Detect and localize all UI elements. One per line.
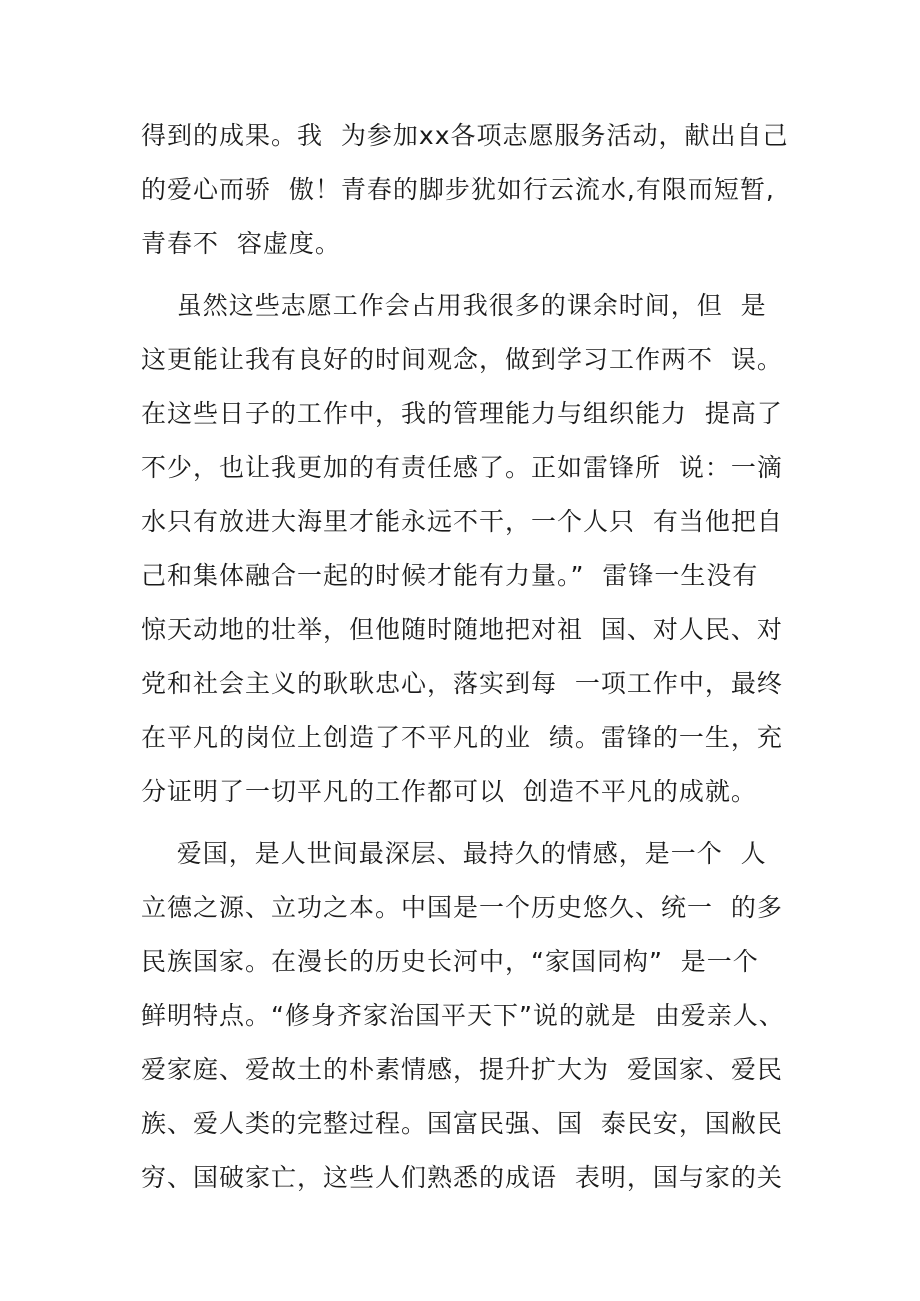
- text-line: 爱家庭、爱故土的朴素情感，提升扩大为 爱国家、爱民: [141, 1055, 783, 1084]
- text-line: 在这些日子的工作中，我的管理能力与组织能力 提高了: [141, 399, 783, 428]
- text-line: 己和集体融合一起的时候才能有力量。” 雷锋一生没有: [141, 561, 759, 590]
- paragraph-spacer: [141, 271, 791, 279]
- text-line: 鲜明特点。“修身齐家治国平天下”说的就是 由爱亲人、: [141, 1001, 785, 1030]
- text-line: 的爱心而骄 傲！青春的脚步犹如行云流水,有限而短暂,: [141, 175, 775, 204]
- text-line: 党和社会主义的耿耿忠心，落实到每 一项工作中，最终: [141, 669, 783, 698]
- text-line: 得到的成果。我 为参加xx各项志愿服务活动，献出自己: [141, 121, 789, 150]
- paragraph-spacer: [141, 819, 791, 827]
- text-line: 分证明了一切平凡的工作都可以 创造不平凡的成就。: [141, 777, 757, 806]
- paragraph-3: [141, 827, 791, 1205]
- document-body: [141, 109, 791, 1205]
- paragraph-1: [141, 109, 791, 271]
- text-line: 爱国，是人世间最深层、最持久的情感，是一个 人: [141, 839, 767, 868]
- text-line: 这更能让我有良好的时间观念，做到学习工作两不 误。: [141, 345, 783, 374]
- text-line: 在平凡的岗位上创造了不平凡的业 绩。雷锋的一生，充: [141, 723, 783, 752]
- text-line: 虽然这些志愿工作会占用我很多的课余时间，但 是: [141, 291, 767, 320]
- text-line: 族、爱人类的完整过程。国富民强、国 泰民安，国敝民: [141, 1109, 783, 1138]
- paragraph-2: [141, 279, 791, 819]
- text-line: 青春不 容虚度。: [141, 229, 341, 258]
- text-line: 水只有放进大海里才能永远不干，一个人只 有当他把自: [141, 507, 783, 536]
- text-line: 立德之源、立功之本。中国是一个历史悠久、统一 的多: [141, 893, 783, 922]
- text-line: 民族国家。在漫长的历史长河中，“家国同构” 是一个: [141, 947, 759, 976]
- text-line: 不少，也让我更加的有责任感了。正如雷锋所 说：一滴: [141, 453, 783, 482]
- text-line: 惊天动地的壮举，但他随时随地把对祖 国、对人民、对: [141, 615, 783, 644]
- text-line: 穷、国破家亡，这些人们熟悉的成语 表明，国与家的关: [141, 1163, 783, 1192]
